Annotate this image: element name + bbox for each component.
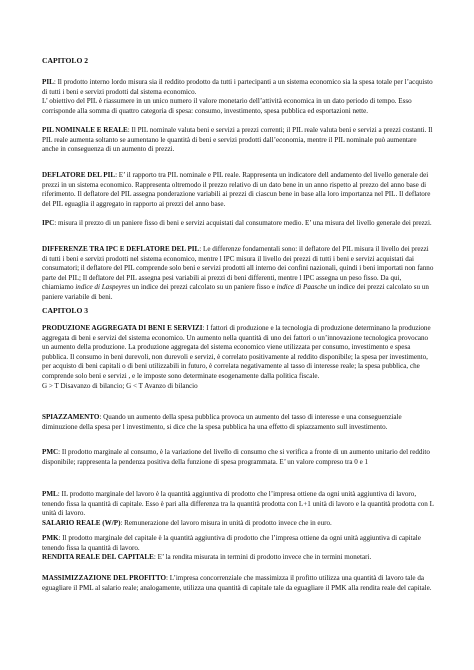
- chapter-2-title: CAPITOLO 2: [42, 56, 89, 65]
- pil-paragraph: [42, 78, 434, 116]
- deflatore-paragraph: [42, 171, 434, 209]
- spiazzamento-term: SPIAZZAMENTO: [42, 413, 100, 421]
- massimizzazione-text: : L’impresa concorrenziale che massimizza il profitto utilizza una quantità di lavoro tale da eguagliare il PML al salario reale; analogamente, utilizza una quantità di capitale tale da eguagliare il PMK alla rendita reale del capitale.: [42, 574, 432, 592]
- pmk-paragraph: [42, 534, 434, 563]
- spiazzamento-text: : Quando un aumento della spesa pubblica provoca un aumento del tasso di interesse e una conseguenziale diminuzione della spesa per l investimento, si dice che la spesa pubblica ha una effetto di spiazzamento sull investimento.: [42, 413, 402, 431]
- deflatore-text: : E’ il rapporto tra PIL nominale e PIL reale. Rappresenta un indicatore dell andamento del livello generale dei prezzi in un sistema economico. Rappresenta oltremodo il prezzo relativo di un dato bene in un anno rispetto al prezzo del anno base di riferimento. Il deflatore del PIL assegna ponderazione variabili ai prezzi di ciascun bene in base alla loro importanza nel PIL. Il deflatore del PIL eguaglia il aggregato in rapporto ai prezzi del anno base.: [42, 171, 431, 208]
- differenze-text-2: un indice dei prezzi calcolato su un paniere fisso e: [132, 283, 275, 292]
- massimizzazione-paragraph: [42, 574, 434, 593]
- pml-term: PML: [42, 490, 58, 498]
- bilancio-line: G > T Disavanzo di bilancio; G < T Avanzo di bilancio: [42, 381, 198, 390]
- pil-text: : Il prodotto interno lordo misura sia il reddito prodotto da tutti i partecipanti a un sistema economico sia la spesa totale per l’acquisto di tutti i beni e servizi prodotti dal sistema economico.: [42, 78, 433, 96]
- pml-paragraph: [42, 490, 434, 528]
- pmc-paragraph: [42, 448, 434, 467]
- produzione-aggregata-paragraph: [42, 324, 434, 391]
- pmk-text: : Il prodotto marginale del capitale è la quantità aggiuntiva di prodotto che l’impresa ottiene da ogni unità aggiuntiva di capitale tenendo fissa la quantità di lavoro.: [42, 534, 421, 552]
- pmk-term: PMK: [42, 534, 59, 542]
- rendita-reale-term: RENDITA REALE DEL CAPITALE: [42, 553, 154, 562]
- spiazzamento-paragraph: [42, 413, 434, 432]
- differenze-term: DIFFERENZE TRA IPC E DEFLATORE DEL PIL: [42, 245, 200, 253]
- pil-term: PIL: [42, 78, 54, 86]
- differenze-paragraph: [42, 245, 434, 303]
- rendita-reale-text: : E’ la rendita misurata in termini di prodotto invece che in termini monetari.: [153, 553, 372, 562]
- ipc-term: IPC: [42, 219, 55, 227]
- paasche-term: indice di Paasche: [276, 283, 328, 292]
- produzione-aggregata-text: : I fattori di produzione e la tecnologia di produzione determinano la produzione aggregata di beni e servizi del sistema economico. Un aumento nella quantità di uno dei fattori o un’innovazione tecnologica provocano un aumento della produzione. La produzione aggregata del sistema economico viene utilizzata per consumo, investimento e spesa pubblica. Il consumo in beni durevoli, non durevoli e servizi, è correlato positivamente al reddito disponibile; la spesa per investimento, per acquisto di beni capitali o di beni utilizzabili in futuro, è correlata negativamente al tasso di interesse reale; la spesa pubblica, che comprende solo beni e servizi , e le imposte sono determinate esogenamente dalla politica fiscale.: [42, 324, 431, 380]
- chapter-3-title: CAPITOLO 3: [42, 306, 89, 315]
- ipc-text: : misura il prezzo di un paniere fisso di beni e servizi acquistati dal consumatore medio. E’ una misura del livello generale dei prezzi.: [54, 219, 432, 227]
- pil-text-2: L’ obiettivo del PIL è riassumere in un unico numero il valore monetario dell’attività economica in un dato periodo di tempo. Esso corrisponde alla somma di quattro categoria di spesa: consumo, investimento, spesa pubblica ed esportazioni nette.: [42, 97, 412, 115]
- pmc-term: PMC: [42, 448, 59, 456]
- ipc-paragraph: [42, 219, 434, 229]
- pmc-text: : Il prodotto marginale al consumo, è la variazione del livello di consumo che si verifica a fronte di un aumento unitario del reddito disponibile; rappresenta la pendenza positiva della funzione di spesa programmata. E’ un valore compreso tra 0 e 1: [42, 448, 430, 466]
- massimizzazione-term: MASSIMIZZAZIONE DEL PROFITTO: [42, 574, 167, 582]
- pml-text: : IL prodotto marginale del lavoro è la quantità aggiuntiva di prodotto che l’impresa ottiene da ogni unità aggiuntiva di lavoro, tenendo fissa la quantità di capitale. Esso è pari alla differenza tra la quantità prodotta con L+1 unità di lavoro e la quantità prodotta con L unità di lavoro.: [42, 490, 434, 518]
- differenze-text: : Le differenze fondamentali sono: il deflatore del PIL misura il livello dei prezzi di tutti i beni e servizi prodotti nel sistema economico, mentre l IPC misura il livello dei prezzi di tutti i beni e servizi acquistati dai consumatori; il deflatore del PIL comprende solo beni e servizi prodotti all interno dei confini nazionali, quindi i beni importati non fanno parte del PIL; Il deflatore del PIL assegna pesi variabili ai prezzi di beni differenti, mentre l IPC assegna un peso fisso. Da qui, chiamiamo: [42, 245, 434, 292]
- salario-reale-text: : Remunerazione del lavoro misura in unità di prodotto invece che in euro.: [120, 518, 332, 527]
- deflatore-term: DEFLATORE DEL PIL: [42, 171, 116, 179]
- laspeyres-term: indice di Laspeyres: [75, 283, 131, 292]
- differenze-text-3: un indice dei prezzi calcolato su un paniere variabile di beni.: [42, 283, 429, 301]
- pil-nominale-text: : Il PIL nominale valuta beni e servizi a prezzi correnti; il PIL reale valuta beni e servizi a prezzi costanti. Il PIL reale aumenta soltanto se aumentano le quantità di beni e servizi prodotti dall’economia, mentre il PIL nominale può aumentare anche in conseguenza di un aumento di prezzi.: [42, 126, 433, 154]
- produzione-aggregata-term: PRODUZIONE AGGREGATA DI BENI E SERVIZI: [42, 324, 203, 332]
- salario-reale-term: SALARIO REALE (W/P): [42, 518, 121, 527]
- pil-nominale-paragraph: [42, 126, 434, 155]
- pil-nominale-term: PIL NOMINALE E REALE: [42, 126, 128, 134]
